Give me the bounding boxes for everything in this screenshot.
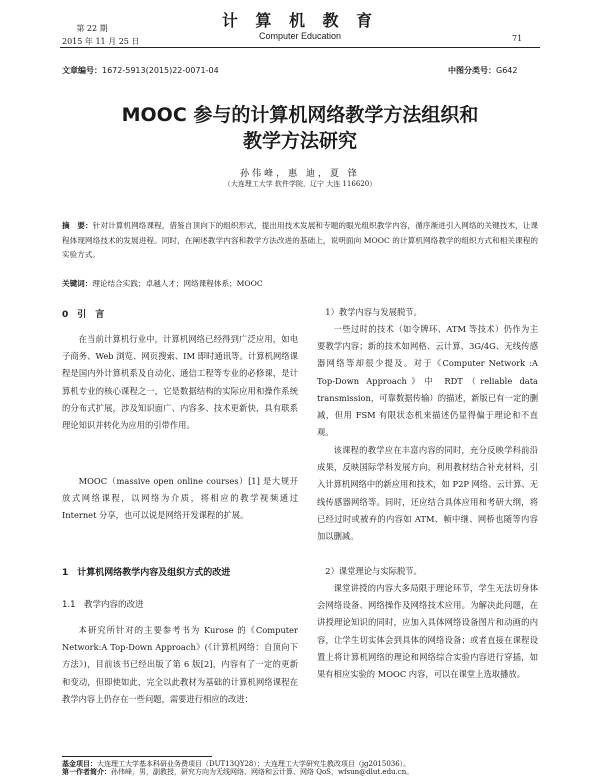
header-date: 2015 年 11 月 25 日	[62, 37, 140, 46]
journal-masthead	[220, 11, 380, 42]
abstract	[62, 219, 538, 263]
section-heading-1: 1 计算机网络教学内容及组织方式的改进	[62, 568, 231, 578]
abstract-text: 针对计算机网络课程，借鉴自顶向下的组织形式，提出用技术发展和专题的眼光组织教学内容，循序渐进引入网络的关键技术，让课程体现网络技术的发展进程。同时，在阐述教学内容和教学方法改进的基础上，说明面向 MOOC 的计算机网络教学的组织方式和相关课程的实验方式。	[62, 221, 538, 259]
item-1-paragraph-2: 该课程的教学应在丰富内容的同时，充分反映学科前沿成果，反映国际学科发展方向，利用教材结合补充材料，引入计算机网络中的新应用和技术，如 P2P 网络、云计算、无线传感器网络等。同时，还应结合具体应用和考研大纲，将已经过时或被弃的内容如 ATM、帧中继、网桥也随等内容加以删减。	[317, 445, 538, 542]
section-heading-1-1: 1.1 教学内容的改进	[62, 600, 144, 610]
item-1-heading: 1）教学内容与发展脱节。	[325, 307, 422, 317]
page-number: 71	[512, 34, 523, 43]
author-bio-note: 第一作者简介：孙伟峰，男，副教授，研究方向为无线网络、网络和云计算、网络 QoS，wfsun@dlut.edu.cn。	[62, 768, 414, 776]
intro-paragraph-1: 在当前计算机行业中，计算机网络已经得到广泛应用，如电子商务、Web 浏览、网页搜索、IM 即时通讯等。计算机网络课程是国内外计算机系及自动化、通信工程等专业的必修课，是计算机专业的核心课程之一，它是数据结构的实际应用和操作系统的分布式扩展，涉及知识面广、内容多、技术更新快，具有联系理论知识并转化为应用的引带作用。	[62, 334, 298, 431]
article-title-line2: 教学方法研究	[242, 130, 357, 152]
affiliation: （大连理工大学 软件学院，辽宁 大连 116620）	[223, 180, 377, 188]
author-list: 孙伟峰，惠 迪，夏 锋	[240, 169, 360, 179]
section-1-1-paragraph: 本研究所针对的主要参考书为 Kurose 的《Computer Network:A Top-Down Approach》(《计算机网络：自顶向下方法》)，目前该书已经出版了第 6 版[2]，内容有了一定的更新和变动，但即使如此，完全以此教材为基础的计算机网络课程在教学内容上仍存在一些问题，需要进行相应的改进：	[62, 625, 298, 704]
header-issue: 第 22 期 2015 年 11 月 25 日	[62, 24, 140, 46]
journal-title-cn: 计 算 机 教 育	[221, 11, 379, 30]
item-2-heading: 2）课堂理论与实际脱节。	[325, 566, 422, 576]
funding-note: 基金项目：大连理工大学基本科研业务费项目（DUT13QY28）；大连理工大学研究生教改项目（jg2015036）。	[62, 760, 411, 768]
item-1-paragraph-1: 一些过时的技术（如令牌环、ATM 等技术）仍作为主要教学内容；新的技术如网格、云计算、3G/4G、无线传感器网络等却很少提及。对于《Computer Network :A Top-Down Approach》中 RDT（reliable data transmission，可靠数据传输）的描述，新版已有一定的删减，但用 FSM 有限状态机来描述仍显得偏于理论和不直观。	[317, 324, 538, 438]
keywords-text: 理论结合实践；卓越人才；网络课程体系；MOOC	[92, 279, 263, 288]
clc-number: 中图分类号：G642	[448, 66, 518, 75]
journal-title-en: Computer Education	[258, 31, 342, 41]
item-2-paragraph: 课堂讲授的内容大多局限于理论环节，学生无法切身体会网络设备、网络操作及网络技术应用。为解决此问题，在讲授理论知识的同时，应加入具体网络设备图片和动画的内容，让学生切实体会到具体的网络设备；或者直接在课程设置上将计算机网络的理论和网络综合实验内容进行穿插，如果有相应实验的 MOOC 内容，可以在课堂上选取播放。	[317, 583, 538, 680]
intro-paragraph-2: MOOC（massive open online courses）[1] 是大规开放式网络课程，以网络为介质，将相应的教学视频通过 Internet 分享，也可以说是网络开发课程的扩展。	[62, 476, 298, 521]
keywords-label: 关键词：	[62, 279, 93, 288]
header-divider	[60, 47, 540, 48]
keywords	[62, 278, 538, 289]
article-number: 文章编号：1672-5913(2015)22-0071-04	[62, 66, 219, 75]
section-heading-intro: 0 引 言	[62, 310, 105, 320]
article-title-line1: MOOC 参与的计算机网络教学方法组织和	[121, 104, 479, 126]
footnote-divider	[62, 756, 212, 757]
abstract-label: 摘 要：	[62, 221, 93, 230]
